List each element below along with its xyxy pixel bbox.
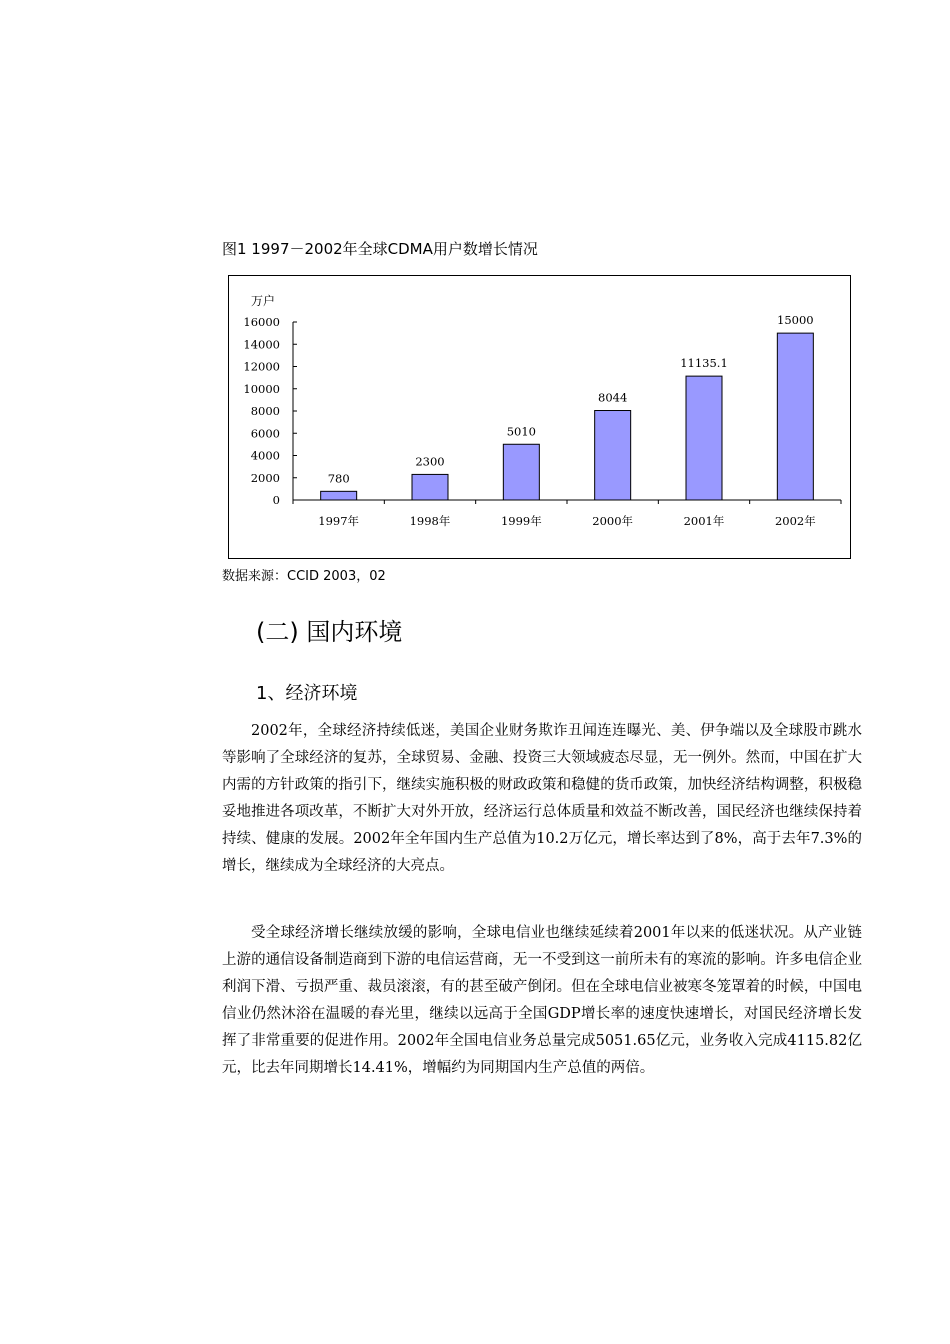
section-heading: (二) 国内环境	[256, 618, 403, 646]
x-category-label: 1999年	[500, 514, 542, 528]
bar-data-label: 2300	[415, 454, 445, 469]
paragraph-text: 受全球经济增长继续放缓的影响，全球电信业也继续延续着2001年以来的低迷状况。从产业链上游的通信设备制造商到下游的电信运营商，无一不受到这一前所未有的寒流的影响。许多电信企业利润下滑、亏损严重、裁员滚滚，有的甚至破产倒闭。但在全球电信业被寒冬笼罩着的时候，中国电信业仍然沐浴在温暖的春光里，继续以远高于全国GDP增长率的速度快速增长，对国民经济增长发挥了非常重要的促进作用。2002年全国电信业务总量完成5051.65亿元，业务收入完成4115.82亿元，比去年同期增长14.41%，增幅约为同期国内生产总值的两倍。	[222, 925, 862, 1076]
bar	[686, 376, 722, 500]
bar-data-label: 8044	[598, 390, 628, 405]
bar	[321, 491, 357, 500]
body-paragraph-1	[222, 718, 862, 880]
x-category-label: 2002年	[774, 514, 816, 528]
y-tick-label: 8000	[250, 404, 280, 418]
bar	[595, 411, 631, 500]
y-tick-label: 2000	[250, 470, 280, 485]
body-paragraph-2	[222, 920, 862, 1082]
bar	[777, 333, 813, 500]
x-category-label: 1998年	[409, 514, 451, 528]
y-tick-label: 6000	[250, 426, 280, 441]
y-tick-label: 4000	[250, 448, 280, 463]
x-category-label: 2000年	[592, 514, 634, 528]
bar	[503, 444, 539, 500]
y-tick-label: 10000	[243, 381, 280, 396]
y-axis-unit-label: 万户	[251, 294, 276, 308]
y-tick-label: 0	[272, 493, 280, 507]
y-tick-label: 12000	[243, 359, 280, 374]
data-source: 数据来源：CCID 2003，02	[222, 569, 386, 584]
bar-data-label: 5010	[506, 424, 536, 439]
bar-data-label: 15000	[777, 313, 814, 328]
sub-heading: 1、经济环境	[256, 683, 358, 704]
x-category-label: 2001年	[683, 514, 725, 528]
chart-frame	[228, 275, 851, 559]
figure-caption: 图1 1997－2002年全球CDMA用户数增长情况	[222, 240, 538, 258]
bar	[412, 474, 448, 500]
y-tick-label: 16000	[243, 315, 280, 329]
bar-data-label: 11135.1	[680, 356, 728, 371]
y-tick-label: 14000	[243, 337, 280, 352]
x-category-label: 1997年	[318, 514, 360, 528]
bar-chart	[229, 276, 850, 558]
paragraph-text: 2002年，全球经济持续低迷，美国企业财务欺诈丑闻连连曝光、美、伊争端以及全球股市跳水等影响了全球经济的复苏，全球贸易、金融、投资三大领域疲态尽显，无一例外。然而，中国在扩大内需的方针政策的指引下，继续实施积极的财政政策和稳健的货币政策，加快经济结构调整，积极稳妥地推进各项改革，不断扩大对外开放，经济运行总体质量和效益不断改善，国民经济也继续保持着持续、健康的发展。2002年全年国内生产总值为10.2万亿元，增长率达到了8%，高于去年7.3%的增长，继续成为全球经济的大亮点。	[222, 723, 862, 874]
bar-data-label: 780	[327, 471, 350, 486]
